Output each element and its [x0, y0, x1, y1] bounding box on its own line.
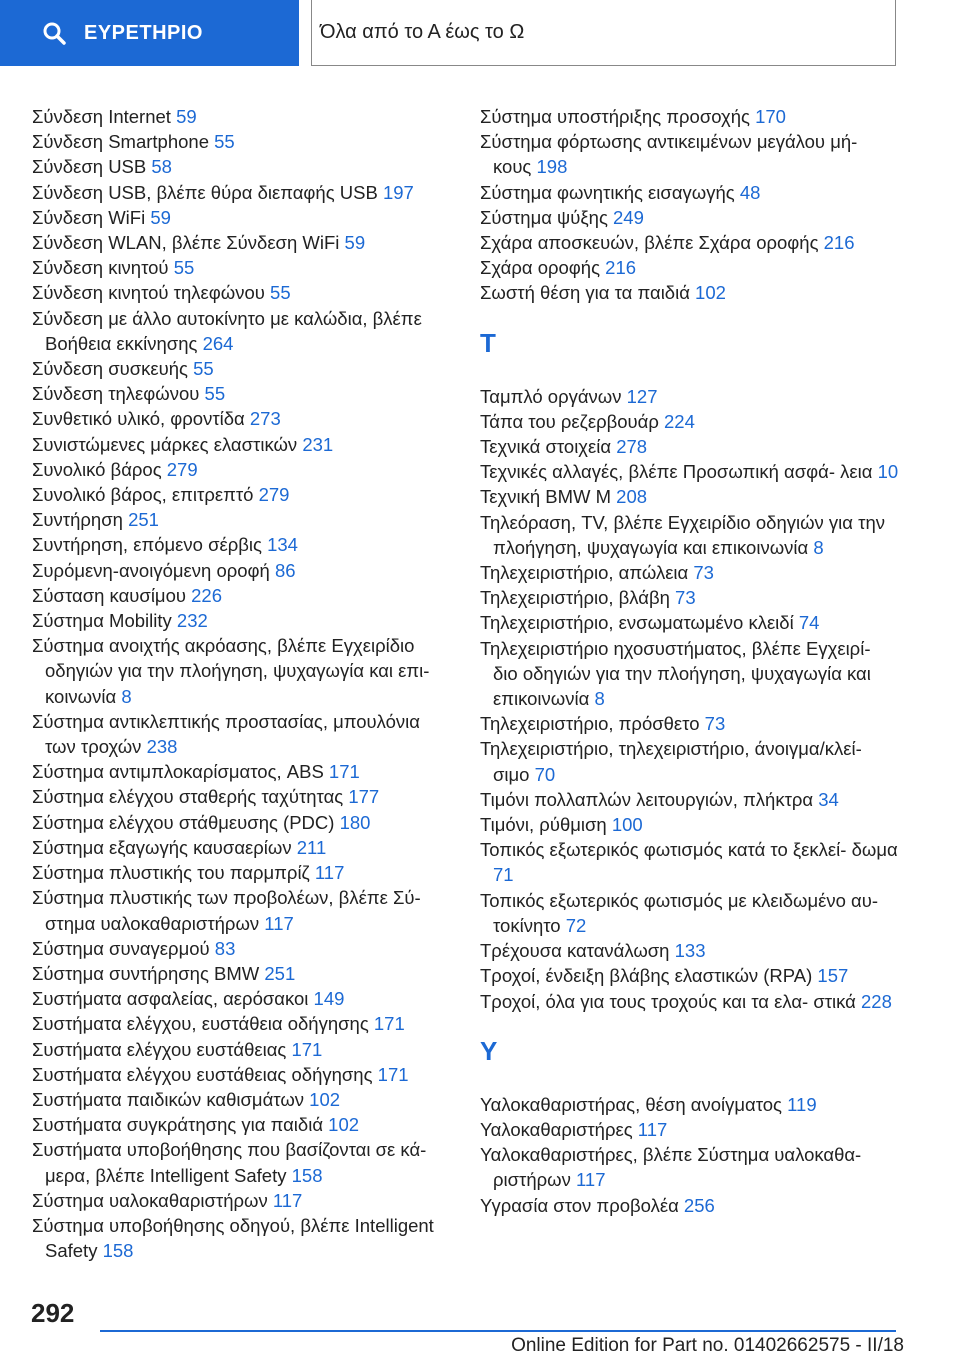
entry-term: Σύνδεση USB, βλέπε θύρα διεπαφής USB — [32, 181, 383, 203]
entry-term: Τηλεχειριστήριο, πρόσθετο — [480, 713, 705, 735]
page-link[interactable]: 55 — [193, 358, 214, 380]
index-entry — [480, 636, 900, 712]
index-entry — [480, 1142, 900, 1192]
entry-term: Σύνδεση WiFi — [32, 206, 151, 228]
index-entry — [480, 409, 900, 434]
page-link[interactable]: 117 — [314, 862, 345, 884]
page-link[interactable]: 73 — [693, 562, 714, 584]
index-entry — [480, 205, 900, 230]
index-entry — [32, 1188, 452, 1213]
entry-term: Συνολικό βάρος, επιτρεπτό — [32, 484, 259, 506]
index-entry — [480, 711, 900, 736]
page-link[interactable]: 279 — [258, 484, 290, 506]
page-link[interactable]: 198 — [536, 156, 568, 178]
section-letter-t: T — [480, 327, 496, 358]
page-link[interactable]: 59 — [176, 106, 197, 127]
page-link[interactable]: 117 — [264, 912, 294, 934]
entry-term: Τηλεχειριστήριο ηχοσυστήματος, βλέπε Εγχειρί- διο οδηγιών για την πλοήγηση, ψυχαγωγία και επικοινωνία — [480, 637, 871, 710]
index-search-button[interactable] — [0, 0, 299, 66]
entry-term: Τιμόνι πολλαπλών λειτουργιών, πλήκτρα — [480, 788, 819, 810]
index-entry — [480, 510, 900, 560]
page-link[interactable]: 279 — [166, 458, 198, 480]
page-link[interactable]: 73 — [704, 713, 726, 735]
footer-divider — [100, 1330, 896, 1332]
page-link[interactable]: 232 — [176, 610, 208, 632]
entry-term: Τρέχουσα κατανάλωση — [480, 940, 675, 962]
entry-term: Τηλεχειριστήριο, ενσωματωμένο κλειδί — [480, 612, 799, 634]
search-icon — [42, 21, 66, 45]
entry-term: Υαλοκαθαριστήρας, θέση ανοίγματος — [480, 1093, 788, 1115]
header — [0, 0, 960, 66]
page-link[interactable]: 100 — [611, 814, 643, 836]
entry-term: Σύνδεση κινητού τηλεφώνου — [32, 282, 271, 304]
page-link[interactable]: 127 — [626, 385, 658, 407]
index-entry — [32, 759, 452, 784]
index-entry — [480, 230, 900, 255]
entry-term: Σύστημα υποστήριξης προσοχής — [480, 106, 756, 127]
page-link[interactable]: 86 — [274, 559, 296, 581]
index-entry — [32, 1037, 452, 1062]
page-link[interactable]: 133 — [674, 940, 706, 962]
page-link[interactable]: 171 — [373, 1013, 405, 1035]
page-link[interactable]: 238 — [146, 736, 178, 758]
index-entry — [480, 1092, 900, 1117]
entry-term: Ταμπλό οργάνων — [480, 385, 627, 407]
index-entry — [32, 835, 452, 860]
index-entry — [480, 434, 900, 459]
index-entry — [480, 1117, 900, 1142]
entry-term: Τεχνικά στοιχεία — [480, 436, 617, 458]
index-entry — [32, 1011, 452, 1036]
page-link[interactable]: 59 — [150, 206, 171, 228]
index-entry — [480, 585, 900, 610]
page-link[interactable]: 119 — [787, 1093, 817, 1115]
entry-term: Τοπικός εξωτερικός φωτισμός με κλειδωμένο αυ- τοκίνητο — [480, 889, 879, 936]
index-entry — [32, 356, 452, 381]
entry-term: Σύνδεση κινητού — [32, 257, 174, 279]
index-entry — [32, 810, 452, 835]
entry-term: Σύστημα πλυστικής των προβολέων, βλέπε Σύ- στημα υαλοκαθαριστήρων — [32, 887, 421, 934]
index-entry — [480, 837, 900, 887]
page-link[interactable]: 34 — [818, 788, 839, 810]
index-entry — [480, 180, 900, 205]
entry-term: Συστήματα ελέγχου ευστάθειας — [32, 1038, 292, 1060]
page-link[interactable]: 48 — [739, 181, 761, 203]
index-entry — [480, 989, 900, 1014]
index-entry — [480, 736, 900, 786]
entry-term: Σύστημα υποβοήθησης οδηγού, βλέπε Intelligent Safety — [32, 1214, 434, 1262]
index-entry — [32, 558, 452, 583]
page-link[interactable]: 171 — [377, 1063, 409, 1085]
entry-term: Συστήματα ελέγχου, ευστάθεια οδήγησης — [32, 1013, 374, 1035]
entry-term: Υαλοκαθαριστήρες — [480, 1118, 638, 1140]
page-link[interactable]: 102 — [328, 1114, 360, 1136]
page-link[interactable]: 59 — [344, 232, 366, 254]
page-link[interactable]: 102 — [309, 1088, 341, 1110]
entry-term: Υαλοκαθαριστήρες, βλέπε Σύστημα υαλοκαθα- ριστήρων — [480, 1144, 862, 1191]
index-entry — [480, 560, 900, 585]
index-entry — [480, 129, 900, 179]
index-entry — [480, 255, 900, 280]
entry-term: Σύνδεση USB — [32, 156, 152, 178]
page-number: 292 — [31, 1298, 75, 1328]
index-entry — [480, 888, 900, 938]
entry-term: Σύστημα φωνητικής εισαγωγής — [480, 181, 740, 203]
page-link[interactable]: 177 — [348, 786, 380, 808]
index-entry — [480, 384, 900, 409]
entry-term: Σύνδεση WLAN, βλέπε Σύνδεση WiFi — [32, 232, 345, 254]
index-entry — [32, 457, 452, 482]
page-link[interactable]: 55 — [204, 383, 226, 405]
entry-term: Τάπα του ρεζερβουάρ — [480, 410, 664, 432]
page-link[interactable]: 171 — [291, 1038, 323, 1060]
page-link[interactable]: 211 — [296, 836, 327, 858]
page-link[interactable]: 117 — [272, 1189, 303, 1211]
index-entry — [32, 1087, 452, 1112]
entry-term: Συστήματα παιδικών καθισμάτων — [32, 1088, 310, 1110]
left-column — [32, 104, 452, 1263]
entry-term: Σύστημα φόρτωσης αντικειμένων μεγάλου μή- κους — [480, 131, 858, 178]
page-link[interactable]: 73 — [675, 587, 696, 609]
page-link[interactable]: 55 — [173, 257, 195, 279]
index-entry — [32, 885, 452, 935]
page-link[interactable]: 197 — [382, 181, 414, 203]
index-entry — [32, 230, 452, 255]
entry-term: Τοπικός εξωτερικός φωτισμός κατά το ξεκλεί- δωμα — [480, 839, 898, 861]
page-link[interactable]: 231 — [302, 433, 334, 455]
page-link[interactable]: 117 — [637, 1118, 668, 1140]
entry-term: Σύστημα υαλοκαθαριστήρων — [32, 1189, 273, 1211]
entry-term: Συρόμενη-ανοιγόμενη οροφή — [32, 559, 275, 581]
entry-term: Σύσταση καυσίμου — [32, 584, 192, 606]
index-entry — [32, 709, 452, 759]
entry-term: Συστήματα υποβοήθησης που βασίζονται σε κά- μερα, βλέπε Intelligent Safety — [32, 1139, 427, 1186]
index-entry — [32, 1213, 452, 1263]
index-entry — [32, 154, 452, 179]
page-link[interactable]: 216 — [605, 257, 637, 279]
page-link[interactable]: 74 — [798, 612, 820, 634]
page-link[interactable]: 256 — [683, 1194, 715, 1216]
page-link[interactable]: 208 — [616, 486, 648, 508]
index-entry — [32, 381, 452, 406]
index-entry — [32, 1112, 452, 1137]
entry-term: Συνιστώμενες μάρκες ελαστικών — [32, 433, 303, 455]
entry-term: Σύστημα πλυστικής του παρμπρίζ — [32, 862, 315, 884]
index-entry — [480, 963, 900, 988]
entry-term: Σωστή θέση για τα παιδιά — [480, 282, 696, 304]
index-entry — [32, 608, 452, 633]
index-entry — [480, 459, 900, 484]
entry-term: Υγρασία στον προβολέα — [480, 1194, 684, 1216]
index-entry — [32, 1137, 452, 1187]
page-link[interactable]: 264 — [202, 332, 234, 354]
index-entry — [480, 812, 900, 837]
breadcrumb[interactable]: Όλα από το Α έως το Ω — [311, 0, 896, 66]
page-link[interactable]: 8 — [121, 685, 132, 707]
entry-term: Συνθετικό υλικό, φροντίδα — [32, 408, 250, 430]
page-link[interactable]: 8 — [813, 536, 824, 558]
entry-term: Σύνδεση με άλλο αυτοκίνητο με καλώδια, βλέπε Βοήθεια εκκίνησης — [32, 307, 422, 354]
index-entry — [32, 482, 452, 507]
entry-term: Συντήρηση, επόμενο σέρβις — [32, 534, 268, 556]
entry-term: Τεχνικές αλλαγές, βλέπε Προσωπική ασφά- λεια — [480, 461, 878, 483]
page-link[interactable]: 83 — [214, 937, 236, 959]
entry-term: Συστήματα συγκράτησης για παιδιά — [32, 1114, 329, 1136]
entry-term: Σύστημα εξαγωγής καυσαερίων — [32, 836, 297, 858]
index-entry — [32, 961, 452, 986]
right-column — [480, 104, 900, 1218]
entry-term: Συνολικό βάρος — [32, 458, 167, 480]
entry-term: Συντήρηση — [32, 509, 129, 531]
index-entry — [32, 784, 452, 809]
entry-term: Σχάρα οροφής — [480, 257, 606, 279]
index-entry — [480, 787, 900, 812]
page-link[interactable]: 278 — [616, 436, 648, 458]
index-entry — [32, 633, 452, 709]
index-entry — [32, 406, 452, 431]
entry-term: Σύστημα ελέγχου σταθερής ταχύτητας — [32, 786, 349, 808]
index-entry — [32, 936, 452, 961]
page-link[interactable]: 157 — [817, 965, 849, 987]
entry-term: Τηλεχειριστήριο, βλάβη — [480, 587, 676, 609]
page-link[interactable]: 170 — [755, 106, 786, 127]
page-link[interactable]: 249 — [613, 206, 644, 228]
entry-term: Σύνδεση Internet — [32, 106, 177, 127]
index-entry — [32, 507, 452, 532]
page-link[interactable]: 134 — [267, 534, 298, 556]
entry-term: Σύστημα Mobility — [32, 610, 177, 632]
entry-term: Τροχοί, όλα για τους τροχούς και τα ελα- στικά — [480, 990, 862, 1012]
entry-term: Τιμόνι, ρύθμιση — [480, 814, 612, 836]
page-link[interactable]: 58 — [151, 156, 172, 178]
index-entry — [32, 432, 452, 457]
index-search-label: ΕΥΡΕΤΗΡΙΟ — [84, 21, 203, 44]
page-link[interactable]: 72 — [565, 914, 587, 936]
index-entry — [480, 104, 900, 129]
page-link[interactable]: 10 — [877, 461, 899, 483]
index-entry — [480, 280, 900, 305]
page-link[interactable]: 251 — [264, 962, 296, 984]
index-entry — [32, 280, 452, 305]
page-link[interactable]: 158 — [291, 1164, 323, 1186]
entry-term: Συστήματα ελέγχου ευστάθειας οδήγησης — [32, 1063, 378, 1085]
index-entry — [480, 1193, 900, 1218]
index-entry — [32, 180, 452, 205]
page-link[interactable]: 158 — [102, 1240, 134, 1262]
entry-term: Σύστημα ψύξης — [480, 206, 613, 228]
entry-term: Σύνδεση συσκευής — [32, 358, 194, 380]
index-entry — [32, 255, 452, 280]
index-entry — [32, 583, 452, 608]
entry-term: Σύστημα αντιμπλοκαρίσματος, ABS — [32, 761, 329, 783]
index-entry — [32, 205, 452, 230]
entry-term: Σύστημα ελέγχου στάθμευσης (PDC) — [32, 811, 340, 833]
index-entry — [32, 306, 452, 356]
entry-term: Τηλεχειριστήριο, τηλεχειριστήριο, άνοιγμα/κλεί- σιμο — [480, 738, 862, 785]
entry-term: Τηλεχειριστήριο, απώλεια — [480, 562, 694, 584]
page-link[interactable]: 251 — [128, 509, 159, 531]
page-link[interactable]: 117 — [576, 1169, 606, 1191]
page-link[interactable]: 216 — [823, 232, 855, 254]
entry-term: Σύνδεση τηλεφώνου — [32, 383, 205, 405]
entry-term: Σύστημα αντικλεπτικής προστασίας, μπουλόνια των τροχών — [32, 710, 420, 758]
index-entry — [480, 484, 900, 509]
page-link[interactable]: 8 — [594, 688, 605, 710]
entry-term: Σύστημα συναγερμού — [32, 937, 215, 959]
entry-term: Σύστημα συντήρησης BMW — [32, 962, 265, 984]
page-link[interactable]: 70 — [534, 763, 556, 785]
entry-term: Τεχνική BMW M — [480, 486, 617, 508]
index-entry — [32, 1062, 452, 1087]
entry-term: Σχάρα αποσκευών, βλέπε Σχάρα οροφής — [480, 232, 824, 254]
entry-term: Σύστημα ανοιχτής ακρόασης, βλέπε Εγχειρίδιο οδηγιών για την πλοήγηση, ψυχαγωγία και επι- κοινωνία — [32, 635, 430, 707]
entry-term: Συστήματα ασφαλείας, αερόσακοι — [32, 988, 314, 1010]
page-link[interactable]: 180 — [339, 811, 371, 833]
page-link[interactable]: 71 — [493, 864, 514, 886]
page-link[interactable]: 226 — [191, 584, 223, 606]
edition-note: Online Edition for Part no. 01402662575 - II/18 — [511, 1335, 904, 1356]
page-link[interactable]: 55 — [214, 131, 235, 153]
page-link[interactable]: 55 — [270, 282, 291, 304]
page-link[interactable]: 273 — [249, 408, 281, 430]
index-entry — [32, 986, 452, 1011]
index-entry — [480, 610, 900, 635]
page-link[interactable]: 228 — [861, 990, 892, 1012]
entry-term: Σύνδεση Smartphone — [32, 131, 215, 153]
page-link[interactable]: 102 — [695, 282, 726, 304]
page-link[interactable]: 171 — [328, 761, 360, 783]
page-link[interactable]: 149 — [313, 988, 345, 1010]
page-link[interactable]: 224 — [664, 410, 695, 432]
section-letter-y: Y — [480, 1035, 498, 1066]
entry-term: Τηλεόραση, TV, βλέπε Εγχειρίδιο οδηγιών για την πλοήγηση, ψυχαγωγία και επικοινωνία — [480, 511, 885, 558]
index-entry — [32, 860, 452, 885]
index-entry — [32, 532, 452, 557]
entry-term: Τροχοί, ένδειξη βλάβης ελαστικών (RPA) — [480, 965, 818, 987]
index-entry — [32, 129, 452, 154]
index-entry — [32, 104, 452, 129]
index-entry — [480, 938, 900, 963]
